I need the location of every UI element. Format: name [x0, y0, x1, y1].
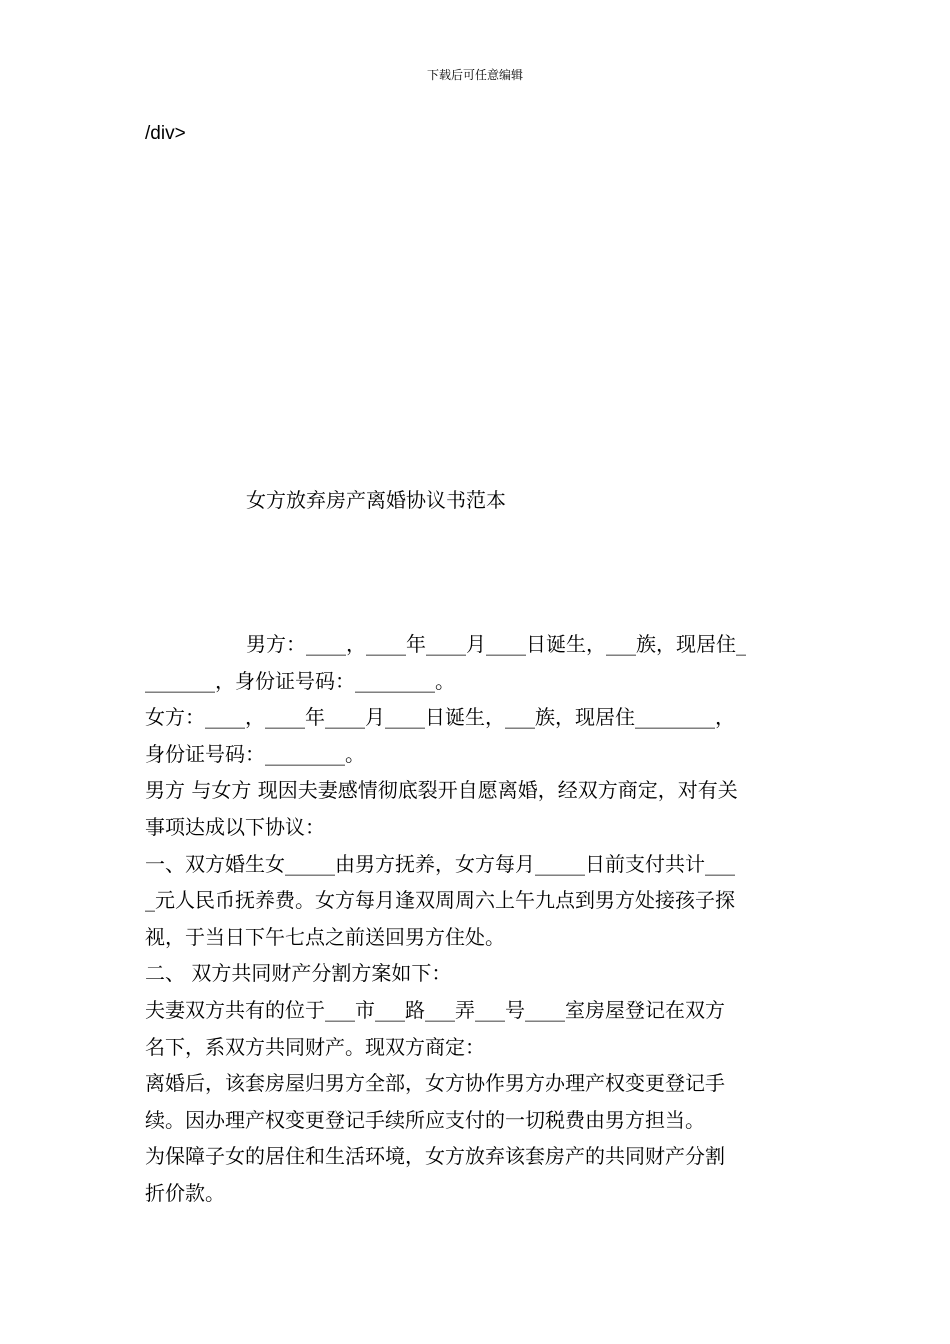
document-body: [145, 626, 810, 1212]
body-line: _元人民币抚养费。女方每月逢双周周六上午九点到男方处接孩子探: [145, 888, 735, 913]
body-line: 为保障子女的居住和生活环境，女方放弃该套房产的共同财产分割: [145, 1144, 725, 1169]
body-line: 视，于当日下午七点之前送回男方住处。: [145, 924, 505, 949]
body-line: 折价款。: [145, 1180, 225, 1205]
body-line: 一、双方婚生女_____由男方抚养，女方每月_____日前支付共计___: [145, 851, 735, 876]
body-line: 女方：____，____年____月____日诞生，___族，现居住________，: [145, 705, 735, 730]
body-line: 名下，系双方共同财产。现双方商定：: [145, 1034, 485, 1059]
body-line: 离婚后，该套房屋归男方全部，女方协作男方办理产权变更登记手: [145, 1071, 725, 1096]
body-line: 事项达成以下协议：: [145, 814, 325, 839]
document-title: 女方放弃房产离婚协议书范本: [246, 488, 506, 512]
body-line: 男方 与女方 现因夫妻感情彻底裂开自愿离婚，经双方商定，对有关: [145, 778, 738, 803]
body-line: _______，身份证号码：________。: [145, 668, 455, 693]
stray-tag-text: /div>: [145, 123, 186, 144]
body-line: 二、 双方共同财产分割方案如下：: [145, 961, 452, 986]
body-line: 男方：____，____年____月____日诞生，___族，现居住_: [246, 632, 746, 656]
header-note: 下载后可任意编辑: [426, 68, 523, 82]
body-line: 续。因办理产权变更登记手续所应支付的一切税费由男方担当。: [145, 1107, 705, 1132]
body-line: 身份证号码：________。: [145, 741, 365, 766]
body-line: 夫妻双方共有的位于___市___路___弄___号____室房屋登记在双方: [145, 997, 725, 1022]
